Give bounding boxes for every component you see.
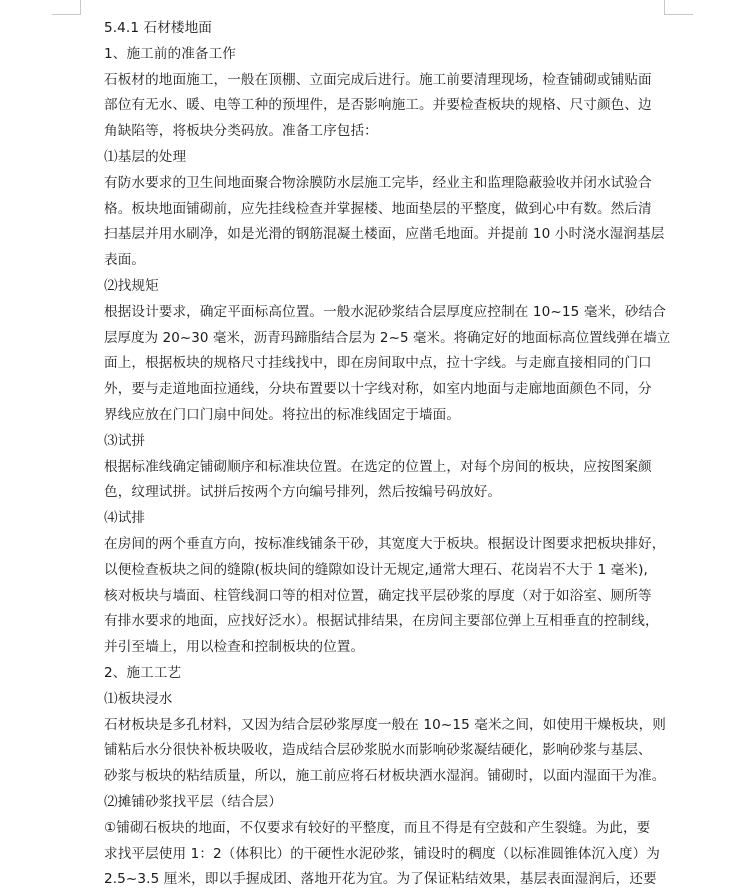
text-line: 有防水要求的卫生间地面聚合物涂膜防水层施工完毕，经业主和监理隐蔽验收并闭水试验合 [104, 174, 652, 191]
text-line: 并引至墙上，用以检查和控制板块的位置。 [104, 639, 365, 656]
text-line: 2.5~3.5 厘米，即以手握成团、落地开花为宜。为了保证粘结效果，基层表面湿润后，还要 [104, 871, 657, 888]
text-line: 以便检查板块之间的缝隙(板块间的缝隙如设计无规定,通常大理石、花岗岩不大于 1 毫米), [104, 561, 648, 578]
text-line: 扫基层并用水刷净，如是光滑的钢筋混凝土楼面，应凿毛地面。并提前 10 小时浇水湿润基层 [104, 226, 665, 243]
item-heading: ⑴板块浸水 [104, 690, 173, 707]
text-line: 在房间的两个垂直方向，按标准线铺条干砂，其宽度大于板块。根据设计图要求把板块排好， [104, 535, 666, 552]
text-line: 石材板块是多孔材料，又因为结合层砂浆厚度一般在 10~15 毫米之间，如使用干燥板块，则 [104, 716, 666, 733]
text-line: 外，要与走道地面拉通线，分块布置要以十字线对称，如室内地面与走廊地面颜色不同，分 [104, 381, 652, 398]
item-heading: ⑷试排 [104, 510, 146, 527]
text-line: 核对板块与墙面、柱管线洞口等的相对位置，确定找平层砂浆的厚度（对于如浴室、厕所等 [104, 587, 652, 604]
text-line: 有排水要求的地面，应找好泛水）。根据试排结果，在房间主要部位弹上互相垂直的控制线， [104, 613, 659, 630]
text-line: 角缺陷等，将板块分类码放。准备工序包括： [104, 123, 378, 140]
item-heading: ⑵找规矩 [104, 277, 159, 294]
document-body [104, 16, 670, 893]
text-line: 石板材的地面施工，一般在顶棚、立面完成后进行。施工前要清理现场，检查铺砌或铺贴面 [104, 71, 652, 88]
text-line: 铺粘后水分很快补板块吸收，造成结合层砂浆脱水而影响砂浆凝结硬化，影响砂浆与基层、 [104, 742, 652, 759]
text-line: 面上，根据板块的规格尺寸挂线找中，即在房间取中点，拉十字线。与走廊直接相同的门口 [104, 355, 652, 372]
text-line: ①铺砌石板块的地面，不仅要求有较好的平整度，而且不得是有空鼓和产生裂缝。为此，要 [104, 819, 651, 836]
item-heading: ⑶试拼 [104, 432, 146, 449]
text-line: 砂浆与板块的粘结质量，所以，施工前应将石材板块洒水湿润。铺砌时，以面内湿面干为准。 [104, 768, 666, 785]
crop-mark-top-right [664, 0, 693, 15]
text-line: 表面。 [104, 252, 146, 269]
subheading: 1、施工前的准备工作 [104, 45, 236, 62]
subheading: 2、施工工艺 [104, 664, 182, 681]
text-line: 部位有无水、暖、电等工种的预埋件，是否影响施工。并要检查板块的规格、尺寸颜色、边 [104, 97, 652, 114]
item-heading: ⑴基层的处理 [104, 148, 187, 165]
text-line: 根据设计要求，确定平面标高位置。一般水泥砂浆结合层厚度应控制在 10~15 毫米，砂结合 [104, 303, 666, 320]
text-line: 根据标准线确定铺砌顺序和标准块位置。在选定的位置上，对每个房间的板块，应按图案颜 [104, 458, 652, 475]
item-heading: ⑵摊铺砂浆找平层（结合层） [104, 793, 283, 810]
text-line: 求找平层使用 1：2（体积比）的干硬性水泥砂浆，铺设时的稠度（以标准圆锥体沉入度）为 [104, 845, 660, 862]
section-heading: 5.4.1 石材楼地面 [104, 20, 212, 36]
text-line: 格。板块地面铺砌前，应先挂线检查并掌握楼、地面垫层的平整度，做到心中有数。然后清 [104, 200, 652, 217]
text-line: 色，纹理试拼。试拼后按两个方向编号排列，然后按编号码放好。 [104, 484, 502, 501]
text-line: 层厚度为 20~30 毫米，沥青玛蹄脂结合层为 2~5 毫米。将确定好的地面标高位置线弹在墙立 [104, 329, 671, 346]
crop-mark-top-left [52, 0, 81, 15]
text-line: 界线应放在门口门扇中间处。将拉出的标准线固定于墙面。 [104, 406, 461, 423]
